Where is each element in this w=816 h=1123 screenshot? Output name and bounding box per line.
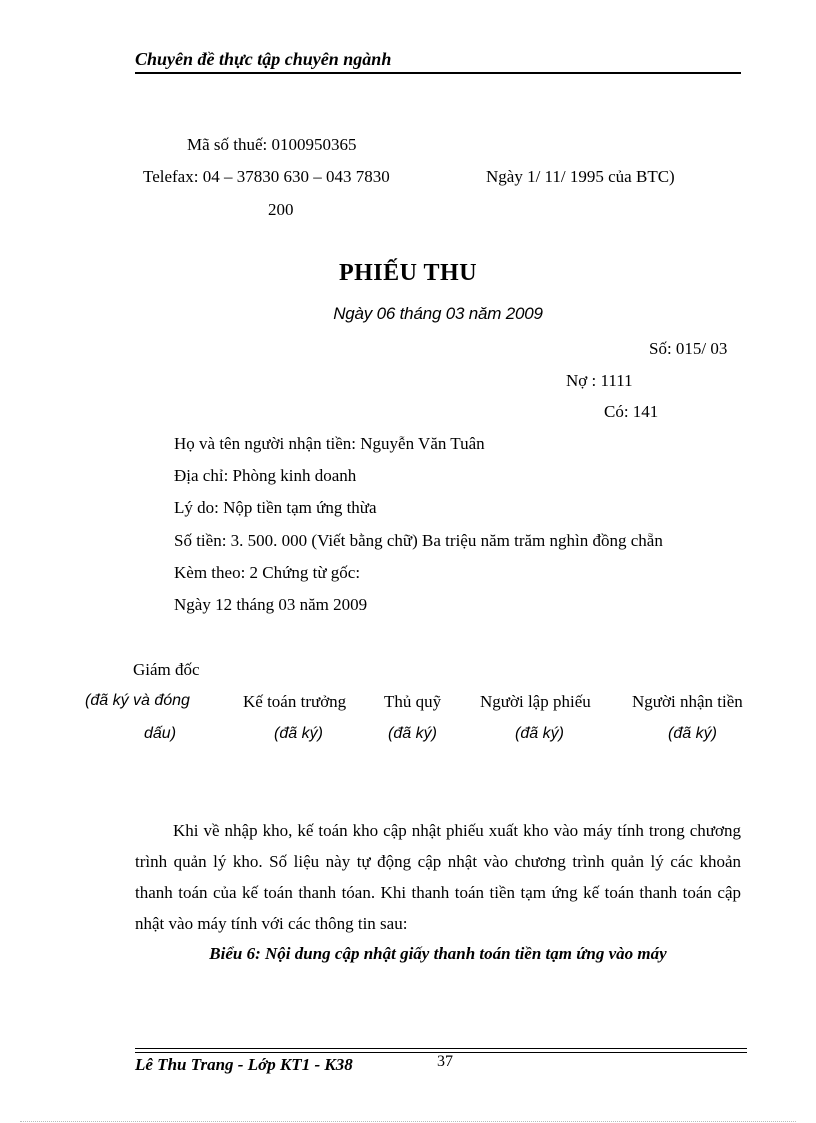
telefax-continuation: 200 — [268, 200, 294, 219]
director-note-line2: dấu) — [144, 725, 177, 742]
receipt-date: Ngày 06 tháng 03 năm 2009 — [333, 304, 543, 323]
header-rule — [135, 72, 741, 74]
receipt-title: PHIẾU THU — [338, 260, 478, 286]
receipt-number: Số: 015/ 03 — [649, 339, 728, 358]
amount-line: Số tiền: 3. 500. 000 (Viết bằng chữ) Ba triệu năm trăm nghìn đồng chẵn — [174, 531, 663, 550]
footer-author: Lê Thu Trang - Lớp KT1 - K38 — [135, 1055, 353, 1074]
decision-date: Ngày 1/ 11/ 1995 của BTC) — [486, 167, 675, 186]
attachments-line: Kèm theo: 2 Chứng từ gốc: — [174, 563, 361, 582]
receiver-name-line: Họ và tên người nhận tiền: Nguyễn Văn Tuân — [174, 434, 485, 453]
treasurer-label: Thủ quỹ — [384, 692, 442, 711]
preparer-note: (đã ký) — [515, 725, 564, 742]
address-line: Địa chỉ: Phòng kinh doanh — [174, 466, 357, 485]
tax-code: Mã số thuế: 0100950365 — [187, 135, 357, 154]
debit-account: Nợ : 1111 — [566, 371, 633, 390]
director-note-line1: (đã ký và đóng — [85, 692, 190, 709]
receiver-note: (đã ký) — [668, 725, 717, 742]
chief-accountant-label: Kế toán trưởng — [243, 692, 347, 711]
running-header-title: Chuyên đề thực tập chuyên ngành — [135, 49, 392, 69]
treasurer-note: (đã ký) — [388, 725, 437, 742]
preparer-label: Người lập phiếu — [480, 692, 591, 711]
chief-accountant-note: (đã ký) — [274, 725, 323, 742]
document-date-line: Ngày 12 tháng 03 năm 2009 — [174, 595, 368, 614]
body-paragraph: Khi về nhập kho, kế toán kho cập nhật phiếu xuất kho vào máy tính trong chương trình quản lý kho. Số liệu này tự động cập nhật vào chương trình quản lý các khoản thanh toán của kế toán thanh tóan. Khi thanh toán tiền tạm ứng kế toán thanh toán cập nhật vào máy tính với các thông tin sau: — [135, 821, 741, 933]
reason-line: Lý do: Nộp tiền tạm ứng thừa — [174, 498, 377, 517]
credit-account: Có: 141 — [604, 402, 659, 421]
page-edge-divider — [20, 1121, 796, 1122]
footer-rule-top — [135, 1048, 747, 1049]
page-number: 37 — [437, 1053, 453, 1070]
table-caption: Biểu 6: Nội dung cập nhật giấy thanh toán tiền tạm ứng vào máy — [209, 944, 667, 963]
director-label: Giám đốc — [133, 660, 200, 679]
telefax: Telefax: 04 – 37830 630 – 043 7830 — [143, 167, 390, 186]
receiver-label: Người nhận tiền — [632, 692, 743, 711]
